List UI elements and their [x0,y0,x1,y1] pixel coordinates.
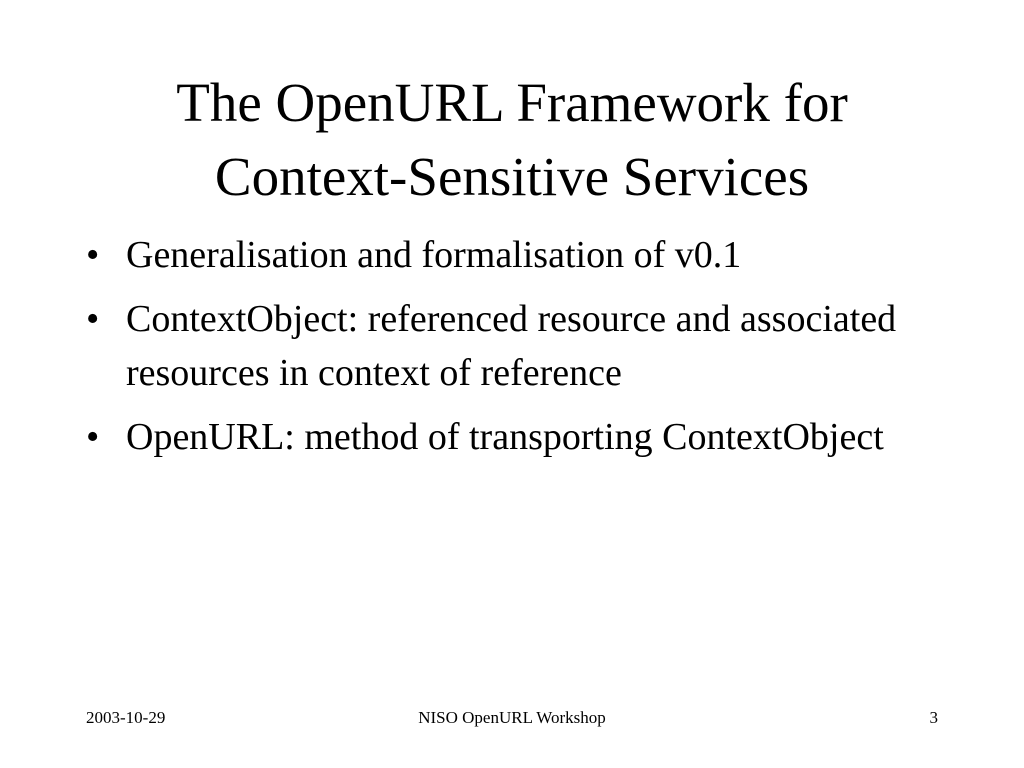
footer-date: 2003-10-29 [86,708,166,727]
bullet-text: ContextObject: referenced resource and associated resources in context of reference [126,298,897,394]
bullet-icon: • [86,298,100,340]
footer-page-number: 3 [929,708,938,727]
bullet-icon: • [86,416,100,458]
bullet-item [84,228,964,282]
bullet-item [84,292,964,400]
slide-title-line-1: The OpenURL Framework for [176,72,848,133]
bullet-text: Generalisation and formalisation of v0.1 [126,234,742,276]
bullet-icon: • [86,234,100,276]
bullet-text: OpenURL: method of transporting ContextObject [126,416,884,458]
slide-title-line-2: Context-Sensitive Services [214,146,810,207]
bullet-item [84,410,964,464]
footer-title: NISO OpenURL Workshop [418,708,606,727]
bullet-list [84,228,964,474]
slide-title [80,66,944,214]
